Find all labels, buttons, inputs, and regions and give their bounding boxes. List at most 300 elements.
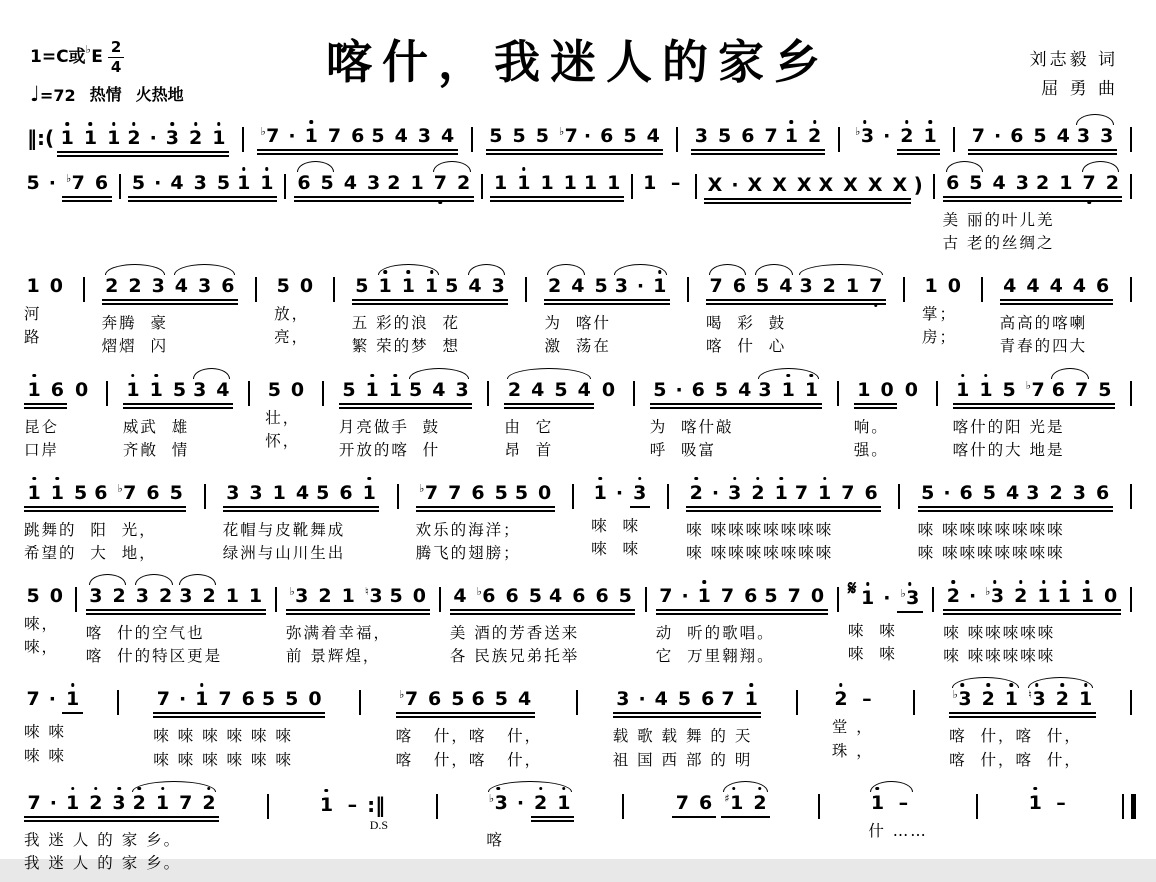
note — [689, 481, 703, 504]
note-digit: 3 — [728, 481, 742, 504]
slur — [295, 174, 336, 193]
octave-dot-above — [908, 582, 912, 586]
barline — [667, 484, 669, 509]
note-digit: 1 — [784, 125, 798, 147]
measure-notes — [128, 159, 277, 202]
note-digit: 5 — [169, 481, 183, 504]
measure — [24, 675, 83, 765]
measure — [854, 366, 921, 460]
expression-2: 火热地 — [135, 84, 184, 104]
note-digit: 5 — [285, 688, 299, 711]
note-digit: 4 — [432, 378, 446, 401]
note — [557, 791, 571, 814]
octave-dot-above — [1035, 683, 1039, 687]
note — [495, 690, 508, 709]
octave-dot-above — [928, 120, 932, 124]
note-digit: 1 — [923, 125, 937, 147]
beam-group — [294, 174, 384, 202]
measure-notes — [396, 675, 543, 718]
octave-dot-above — [56, 477, 60, 481]
barline — [248, 381, 250, 406]
barline — [481, 174, 483, 199]
system-line — [24, 366, 1136, 460]
slur — [1080, 174, 1121, 193]
note — [512, 127, 525, 146]
octave-dot-above — [810, 374, 814, 378]
note — [126, 378, 140, 401]
octave-dot-above — [94, 787, 98, 791]
note-digit: 3 — [417, 125, 432, 147]
measure-notes — [613, 675, 762, 718]
note — [619, 587, 632, 606]
octave-dot-above — [876, 787, 880, 791]
beam-group — [1023, 481, 1113, 512]
note — [212, 129, 225, 148]
note-digit: 7 — [424, 481, 439, 504]
note — [328, 127, 341, 146]
measure — [339, 366, 472, 460]
system-line — [24, 572, 1136, 666]
measure-notes — [416, 469, 555, 512]
lyric-line-1: 唻 唻唻唻唻唻唻唻 — [917, 520, 1065, 539]
note-digit: 6 — [600, 125, 614, 147]
note-digit: 7 — [71, 172, 85, 194]
note-digit: 0 — [601, 378, 616, 401]
note — [388, 378, 403, 401]
octave-dot-above — [756, 477, 760, 481]
note — [50, 587, 63, 606]
note — [267, 378, 281, 401]
note — [607, 174, 620, 193]
measure — [686, 469, 881, 563]
octave-dot-above — [1061, 683, 1065, 687]
note — [413, 587, 426, 606]
note-digit: 1 — [540, 172, 554, 194]
octave-dot-above — [823, 477, 827, 481]
slur — [486, 791, 574, 822]
lyric-line-2: 喀什的大 地是 — [952, 440, 1065, 459]
barline — [106, 381, 108, 406]
note-digit: 4 — [654, 688, 668, 711]
note-digit: 4 — [216, 378, 230, 401]
note — [788, 587, 801, 606]
note — [979, 378, 993, 401]
note — [1057, 127, 1070, 146]
lyric-line-2: 齐敞 情 — [122, 440, 190, 459]
measure — [153, 675, 325, 769]
note-digit: 6 — [482, 585, 496, 608]
lyric-line-1: 堂 ， — [831, 718, 874, 737]
note-digit: 3 — [860, 125, 875, 147]
note-digit: 1 — [248, 585, 263, 608]
note — [94, 481, 108, 504]
note-digit: 6 — [351, 125, 365, 147]
accidental: ♭ — [419, 481, 425, 495]
measure-notes — [317, 779, 388, 815]
note — [1033, 127, 1046, 146]
beam-group — [949, 690, 1096, 718]
note — [653, 277, 666, 296]
note — [982, 690, 995, 709]
note — [699, 791, 713, 814]
slur — [612, 277, 669, 296]
lyric-line-1: 载 歌 载 舞 的 天 — [612, 727, 753, 746]
note-digit: 2 — [547, 275, 562, 298]
note-digit: 2 — [105, 275, 119, 298]
note — [843, 176, 858, 195]
note — [708, 176, 723, 195]
octave-dot-above — [138, 787, 142, 791]
lyric-line-1: 唻 唻 — [591, 516, 640, 535]
beam-group — [416, 481, 512, 512]
note-digit: 6 — [699, 791, 713, 814]
duration-dash: – — [347, 793, 358, 816]
note — [675, 791, 690, 814]
beam-group — [672, 791, 715, 818]
note — [432, 378, 446, 401]
octave-dot-above — [695, 477, 699, 481]
note-digit: 5 — [982, 481, 997, 504]
note-digit: 4 — [1003, 275, 1017, 298]
note — [1050, 277, 1063, 296]
note-digit: 0 — [299, 275, 314, 298]
note-digit: 7 — [764, 125, 778, 147]
note — [1028, 791, 1042, 814]
note — [921, 481, 935, 504]
note-digit: 1 — [1004, 688, 1019, 711]
barline — [267, 794, 269, 819]
note-digit: 5 — [554, 378, 568, 401]
note-digit: 4 — [453, 585, 467, 608]
song-title: 喀什，我迷人的家乡 — [326, 35, 830, 89]
octave-dot-above — [497, 787, 501, 791]
octave-dot-above — [1019, 580, 1023, 584]
measure — [490, 159, 623, 213]
measure-notes — [86, 572, 266, 615]
note — [900, 589, 919, 608]
measure — [953, 366, 1115, 460]
note-digit: 1 — [341, 585, 355, 608]
note — [517, 174, 530, 193]
note-digit: 3 — [694, 125, 708, 147]
octave-dot-above — [539, 787, 543, 791]
note — [1005, 690, 1018, 709]
note-digit: 0 — [1104, 585, 1118, 608]
measure-notes — [24, 159, 112, 202]
lyric-line-1: 喀 — [486, 830, 504, 849]
note-digit: 1 — [744, 688, 758, 711]
measure-notes — [274, 262, 315, 296]
note — [1059, 174, 1072, 193]
note — [316, 481, 330, 504]
note — [89, 791, 103, 814]
barline — [838, 127, 840, 152]
barline — [576, 690, 578, 715]
beam-group — [721, 791, 770, 818]
lyric-line-2: 喀 什，喀 什， — [395, 750, 543, 769]
note-digit: 6 — [741, 125, 755, 147]
lyric-line-2: 昂 首 — [504, 440, 554, 459]
note — [593, 481, 607, 504]
measure-notes — [352, 262, 509, 305]
octave-dot-above — [866, 582, 870, 586]
note — [741, 127, 754, 146]
measure-notes — [486, 112, 664, 155]
note — [594, 277, 607, 296]
note-digit: 6 — [864, 481, 878, 504]
lyric-line-1: 喀 什的空气也 — [85, 624, 205, 643]
note — [1028, 690, 1046, 709]
beam-group — [897, 589, 923, 613]
note-digit: 0 — [290, 378, 305, 401]
lyric-line-1: 唻 唻 唻 唻 唻 唻 — [153, 727, 293, 746]
note-digit: 1 — [65, 688, 80, 711]
note-digit: 5 — [267, 378, 281, 401]
barline — [818, 794, 820, 819]
note — [289, 587, 308, 606]
barline — [1130, 587, 1132, 612]
lyric-line-1: 唻， — [24, 615, 60, 634]
note-digit: 5 — [718, 125, 732, 147]
lyric-line-1: 壮， — [265, 408, 301, 427]
lyric-line-2: 青春的四大 — [999, 337, 1088, 356]
barline — [439, 587, 441, 612]
lyric-line-2: 古 老的丝绸之 — [942, 234, 1055, 253]
octave-dot-above — [638, 477, 642, 481]
note — [157, 690, 170, 709]
note — [1096, 277, 1109, 296]
octave-dot-above — [993, 580, 997, 584]
beam-group — [691, 127, 781, 155]
tempo-value: =72 — [39, 86, 76, 105]
octave-dot-above — [217, 122, 221, 126]
note-digit: 1 — [517, 172, 531, 194]
note — [300, 277, 313, 296]
lyric-line-1: 我 迷 人 的 家 乡。 — [24, 830, 182, 849]
note-digit: 5 — [653, 378, 667, 401]
note — [855, 127, 874, 146]
accidental: ♭ — [558, 125, 565, 138]
beam-group — [504, 378, 594, 409]
barline — [525, 277, 527, 302]
note-digit: 6 — [744, 585, 758, 608]
note — [73, 481, 88, 504]
lyric-line-1: 奔腾 豪 — [101, 314, 168, 333]
meter-denominator: 4 — [110, 58, 122, 76]
beam-group — [918, 481, 1023, 512]
credits-block — [1030, 46, 1118, 104]
lyric-line-2: 珠 ， — [831, 741, 874, 760]
barline — [471, 127, 473, 152]
measure-notes — [286, 572, 430, 615]
lyric-line-2: 喀 什 心 — [706, 337, 787, 356]
note-digit: 5 — [216, 172, 231, 194]
note-digit: 6 — [297, 172, 311, 194]
note-digit: 7 — [1074, 378, 1089, 401]
octave-dot-above — [1084, 683, 1088, 687]
note-digit: 4 — [571, 275, 585, 298]
measure — [396, 675, 543, 769]
augmentation-dot: · — [681, 585, 689, 608]
lyric-line-2: 唻 唻 唻 唻 唻 唻 — [153, 750, 293, 769]
note — [785, 127, 798, 146]
note — [531, 378, 545, 401]
lyric-line-2: 绿洲与山川生出 — [222, 543, 346, 562]
note — [339, 481, 353, 504]
note-digit: 5 — [389, 585, 403, 608]
note-digit: 3 — [226, 481, 240, 504]
measure — [949, 675, 1096, 769]
duration-dash: – — [898, 791, 909, 814]
lyric-line-1: 威武 雄 — [122, 417, 190, 436]
note — [841, 481, 855, 504]
note — [202, 791, 216, 814]
note — [472, 690, 485, 709]
note-digit: 7 — [156, 688, 170, 711]
lyric-line-2: 怀， — [265, 431, 301, 450]
note-digit: 5 — [535, 125, 549, 147]
accidental: ♭ — [952, 688, 958, 702]
note-digit: 3 — [799, 275, 813, 298]
lyric-line-1: 高高的喀喇 — [999, 314, 1088, 333]
measure — [24, 112, 229, 157]
slur — [376, 277, 441, 296]
accidental: ♭ — [65, 172, 72, 185]
octave-dot-above — [733, 477, 737, 481]
note — [455, 378, 469, 401]
note — [601, 378, 616, 401]
beam-group — [339, 378, 406, 409]
beam-group — [580, 174, 623, 202]
lyric-line-1: 河 — [24, 305, 42, 324]
beam-group — [796, 277, 886, 305]
note-digit: 1 — [1028, 791, 1042, 814]
lyric-line-2: 腾飞的翅膀； — [415, 543, 521, 562]
note-digit: 6 — [505, 585, 519, 608]
note — [540, 174, 553, 193]
note-digit: 5 — [755, 275, 770, 298]
beam-group — [718, 690, 761, 718]
note-digit: 6 — [471, 481, 485, 504]
repeat-end-icon: :‖ — [367, 792, 386, 817]
note — [489, 127, 502, 146]
augmentation-dot: · — [178, 688, 187, 711]
measure — [352, 262, 509, 356]
accidental: ♭ — [260, 125, 266, 138]
slur — [756, 378, 821, 401]
note — [488, 791, 508, 814]
note — [948, 277, 961, 296]
note — [549, 587, 562, 606]
measure — [486, 112, 664, 155]
note — [152, 277, 165, 296]
segno-icon: 𝄋 — [847, 576, 857, 601]
note-digit: 0 — [947, 275, 961, 298]
note — [691, 378, 705, 401]
lyric-line-1: 花帽与皮靴舞成 — [222, 520, 346, 539]
barline — [117, 690, 119, 715]
note — [218, 690, 231, 709]
slur — [103, 277, 168, 296]
measure — [504, 366, 617, 460]
note-digit: 4 — [738, 378, 752, 401]
beam-group — [1054, 587, 1121, 615]
note — [494, 174, 507, 193]
measure — [922, 262, 963, 347]
lyric-line-1: 唻 唻 — [847, 622, 897, 641]
note-digit: 6 — [1010, 125, 1024, 147]
note-digit: 7 — [27, 791, 41, 814]
barline — [898, 484, 900, 509]
note-digit: 2 — [1036, 172, 1050, 194]
note — [226, 587, 239, 606]
measure — [832, 675, 879, 760]
note-digit: 6 — [572, 585, 586, 608]
beam-group — [24, 378, 67, 409]
note — [1106, 174, 1119, 193]
note-digit: 4 — [1072, 275, 1087, 298]
note-digit: 3 — [193, 172, 207, 194]
note — [445, 277, 458, 296]
note-digit: 2 — [112, 585, 126, 608]
note-digit: 5 — [26, 172, 40, 194]
barline — [75, 587, 77, 612]
lyric-line-2: 唻 唻 — [847, 645, 897, 664]
measure — [868, 779, 927, 844]
augmentation-dot: · — [675, 378, 683, 401]
measure-notes — [650, 366, 822, 409]
note — [342, 378, 356, 401]
note-digit: 2 — [834, 688, 848, 711]
measure-notes — [24, 675, 83, 714]
note — [494, 481, 508, 504]
note — [74, 378, 89, 401]
note-digit: 4 — [295, 481, 310, 504]
note-digit: 1 — [237, 172, 251, 194]
measure — [1000, 262, 1113, 356]
measure — [613, 675, 762, 769]
note — [559, 127, 578, 146]
note — [410, 174, 423, 193]
note-digit: 7 — [709, 275, 723, 298]
note — [249, 587, 262, 606]
note — [724, 791, 744, 814]
beam-group — [953, 378, 1049, 409]
note-digit: 3 — [633, 481, 647, 504]
note — [772, 176, 787, 195]
octave-dot-above — [71, 683, 75, 687]
note — [615, 277, 628, 296]
measure — [704, 159, 926, 215]
lyric-line-2: 喀 什的特区更是 — [85, 647, 223, 666]
note — [745, 690, 758, 709]
note — [419, 481, 439, 504]
note-digit: 3 — [758, 378, 772, 401]
measure — [317, 779, 388, 844]
octave-dot-above — [749, 683, 753, 687]
measure — [265, 366, 306, 451]
accidental: ♭ — [476, 585, 482, 599]
barline — [953, 127, 955, 152]
lyric-line-1: 为 喀什 — [544, 314, 611, 333]
beam-group — [368, 127, 458, 155]
note — [864, 481, 878, 504]
note-digit: 1 — [857, 378, 871, 401]
measure — [257, 112, 458, 155]
augmentation-dot: · — [993, 125, 1002, 147]
beam-group — [62, 690, 82, 714]
note-digit: 4 — [531, 378, 545, 401]
